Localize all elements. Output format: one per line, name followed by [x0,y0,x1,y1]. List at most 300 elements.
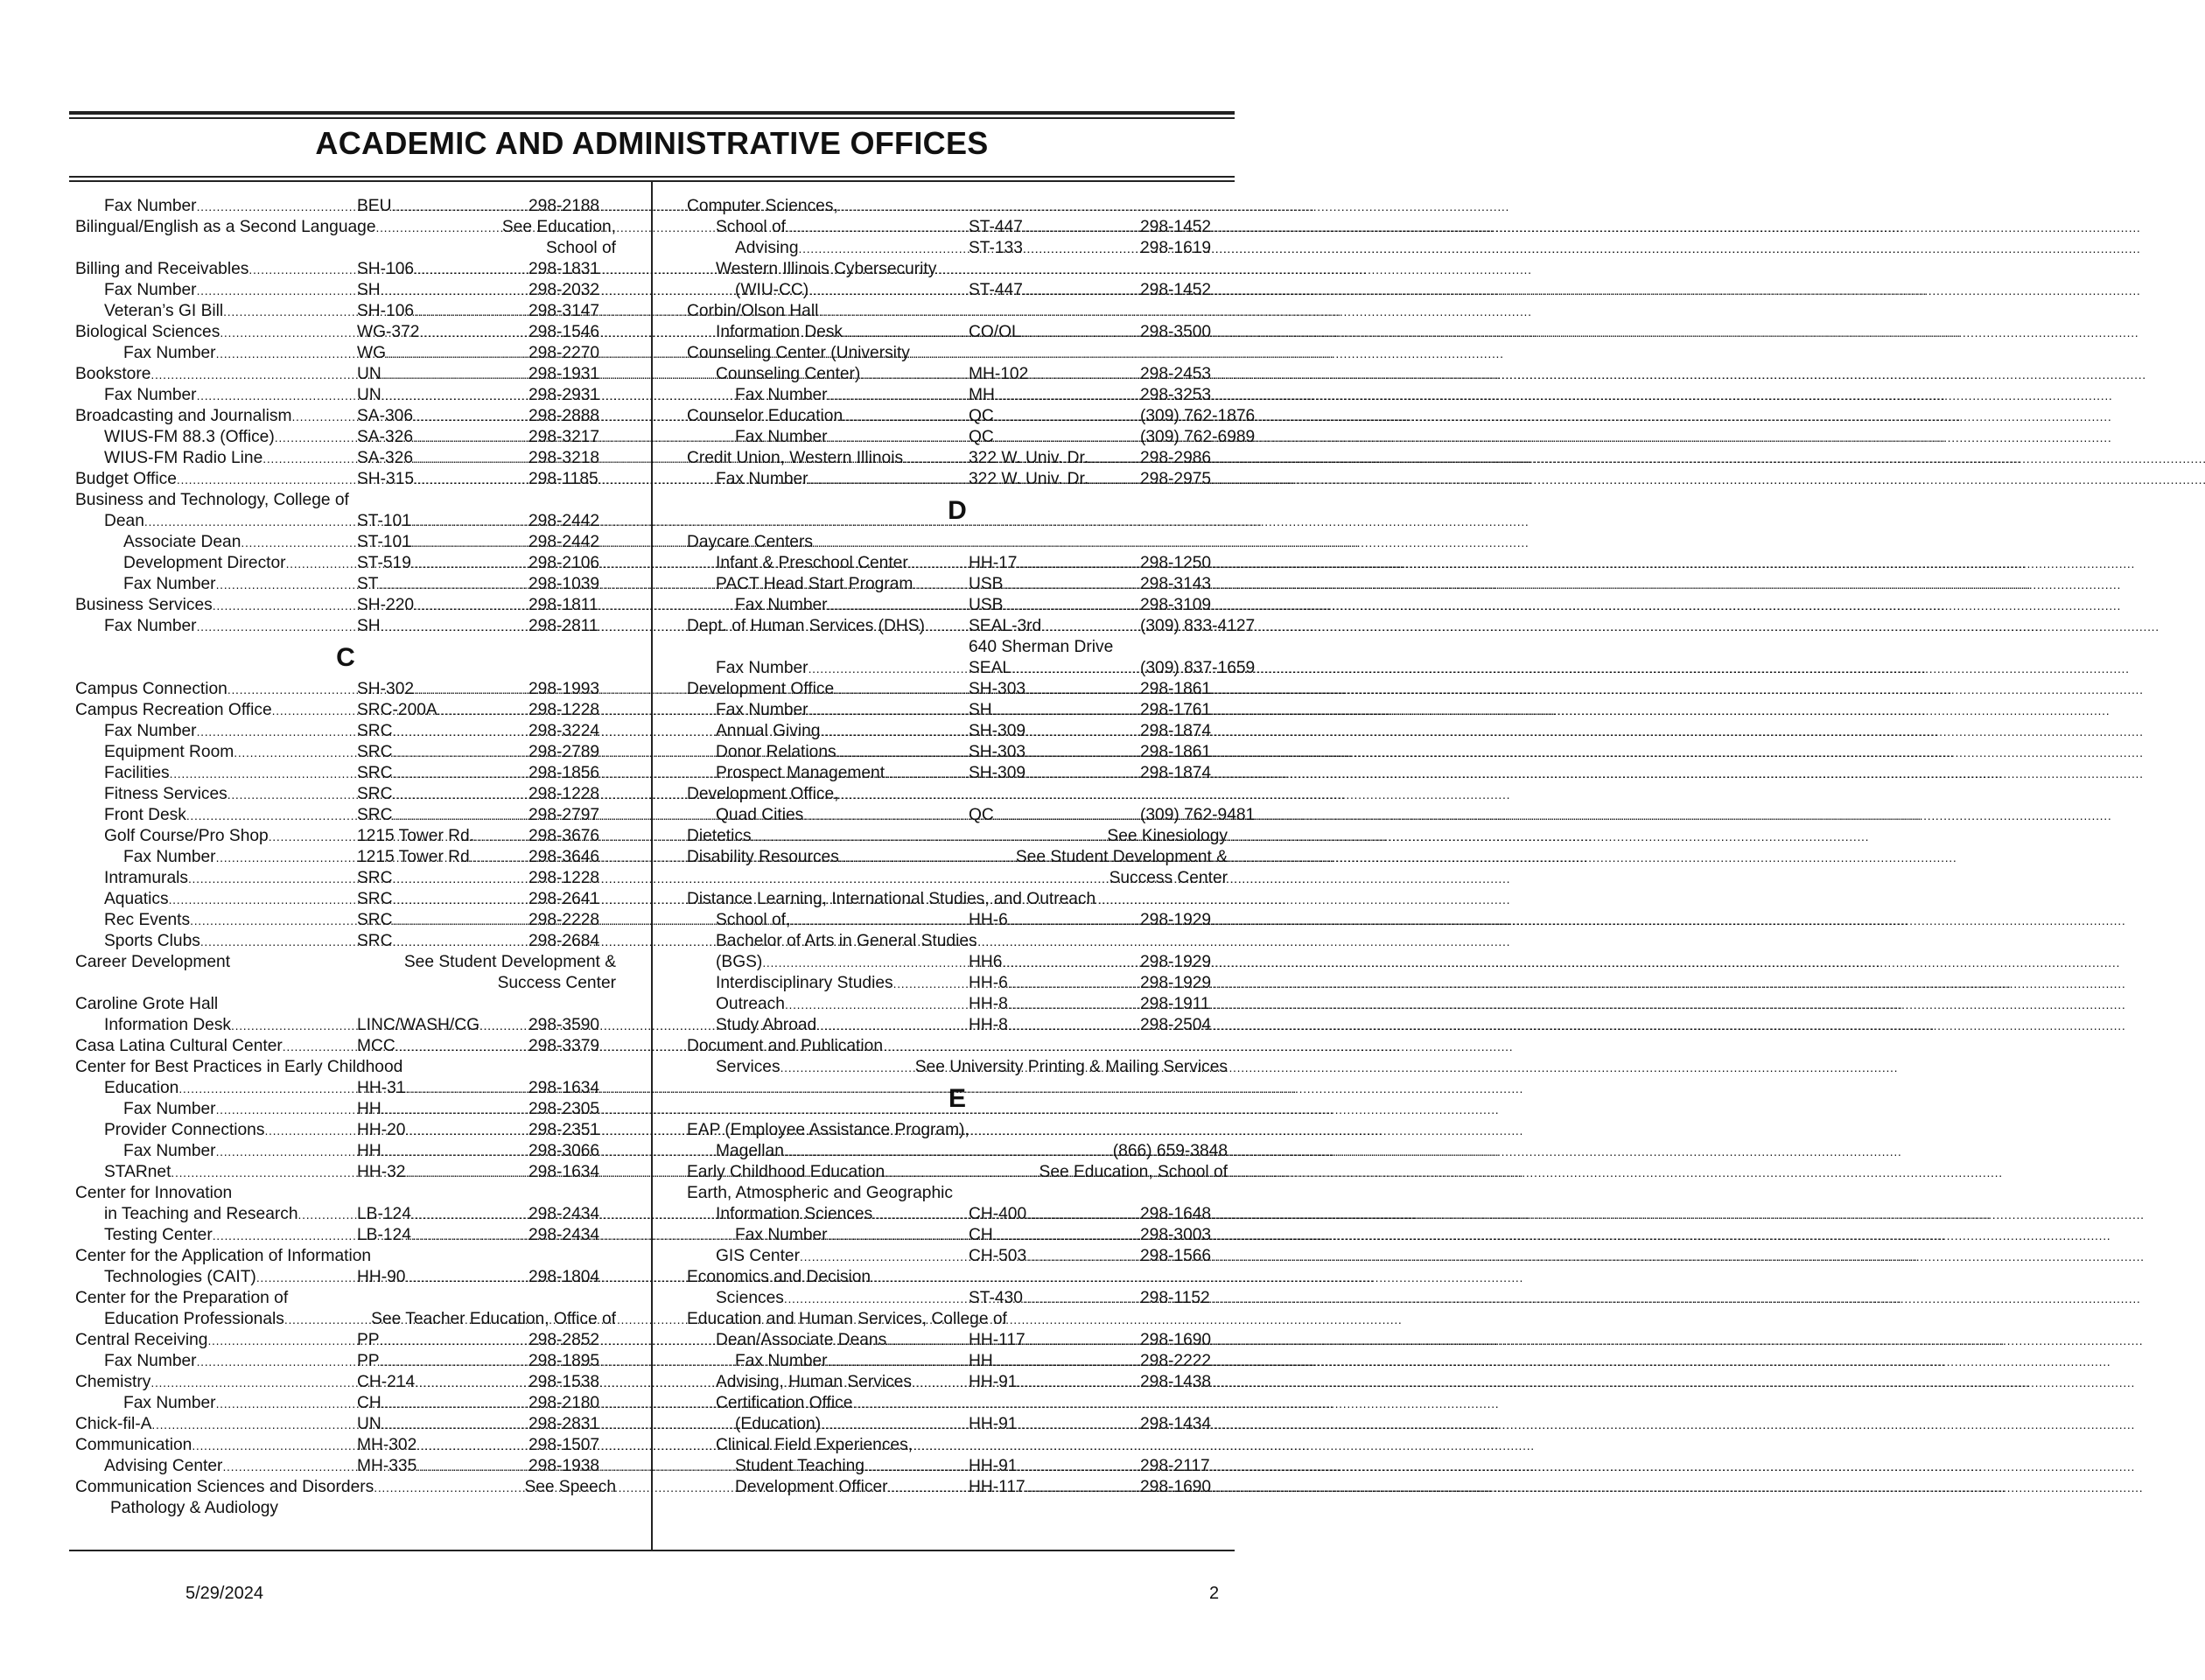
entry-name: Communication [75,1436,192,1454]
leader-dots [888,1477,969,1498]
name-cell [735,238,969,259]
entry-location: MH [969,386,995,404]
leader-dots [474,826,528,847]
directory-entry [75,784,616,805]
leader-dots [480,1015,528,1036]
location-cell [969,322,1140,343]
leader-dots [828,595,969,616]
leader-dots [291,406,357,427]
leader-dots [994,427,1140,448]
leader-dots [393,910,528,931]
directory-entry [75,1078,616,1099]
location-cell [969,973,1140,994]
name-cell [687,406,969,427]
entry-location: USB [969,596,1004,614]
leader-dots [908,553,969,574]
location-cell [357,1351,528,1372]
entry-phone: 298-1452 [1140,281,1212,299]
entry-location: MH-335 [357,1457,417,1475]
location-cell [357,1456,528,1477]
directory-entry [687,952,1228,973]
leader-dots [994,805,1140,826]
directory-entry [687,1183,1228,1204]
entry-location: CH-503 [969,1247,1027,1265]
entry-name: Business and Technology, College of [75,491,349,509]
entry-name: Intramurals [104,869,188,887]
location-cell [969,385,1140,406]
directory-entry [687,658,1256,679]
directory-entry [687,679,1228,700]
entry-location: HH-20 [357,1121,406,1139]
name-cell [75,1036,357,1057]
entry-phone: 298-1911 [1140,995,1210,1013]
leader-dots [816,1015,969,1036]
entry-location: SH-220 [357,596,415,614]
directory-entry [75,931,616,952]
directory-entry [687,1414,1228,1435]
name-cell [104,448,357,469]
entry-name: Development Office [687,680,835,698]
leader-dots [382,385,528,406]
entry-phone: 298-1874 [1140,722,1212,740]
entry-location: ST-101 [357,533,411,551]
name-cell [123,847,357,868]
name-cell [104,763,357,784]
entry-name: (BGS) [716,953,763,971]
entry-phone: 298-2032 [528,281,600,299]
leader-dots [786,217,969,238]
entry-location: SRC [357,869,393,887]
name-cell [716,1204,969,1225]
location-cell [357,1435,528,1456]
entry-name: Biological Sciences [75,323,220,341]
directory-entry [75,742,616,763]
entry-name: Career Development [75,953,231,971]
location-cell [357,469,528,490]
entry-location: HH [969,1352,993,1370]
leader-dots [784,1288,969,1309]
entry-phone: 298-3590 [528,1016,600,1034]
directory-entry [75,1477,616,1498]
leader-dots [213,1225,357,1246]
entry-name: Veteran’s GI Bill [104,302,224,320]
name-cell [104,889,357,910]
section-letter: D [948,496,967,525]
entry-name: Center for Innovation [75,1184,233,1202]
entry-location: MCC [357,1037,396,1055]
entry-name: Fax Number [716,659,808,677]
leader-dots [1003,574,1140,595]
directory-entry [75,217,616,238]
name-cell [123,1099,357,1120]
entry-location: 1215 Tower Rd. [357,827,475,845]
entry-name: School of [716,218,787,236]
directory-entry [75,1414,616,1435]
entry-name: Study Abroad [716,1016,817,1034]
leader-dots [275,427,357,448]
location-cell [969,658,1140,679]
entry-name: Broadcasting and Journalism [75,407,292,425]
entry-name: Campus Connection [75,680,228,698]
entry-name: Fax Number [735,1352,828,1370]
directory-entry [687,1288,1228,1309]
name-cell [104,511,357,532]
name-cell [716,1330,969,1351]
name-cell [687,448,969,469]
leader-dots [413,427,528,448]
entry-location: 1215 Tower Rd [357,848,470,866]
entry-phone: (309) 833-4127 [1140,617,1256,635]
leader-dots [222,1456,357,1477]
entry-phone: 298-3218 [528,449,600,467]
directory-entry [687,217,1228,238]
location-cell [357,721,528,742]
leader-dots [405,1120,528,1141]
leader-dots [414,679,528,700]
directory-entry [687,1351,1228,1372]
location-cell [357,1372,528,1393]
location-cell [357,574,528,595]
entry-name: Development Officer [735,1478,888,1496]
entry-location: SH [969,701,992,719]
entry-phone: 298-1861 [1140,680,1212,698]
leader-dots [216,1393,357,1414]
location-cell [969,721,1140,742]
entry-phone: 298-3500 [1140,323,1212,341]
name-cell [104,1078,357,1099]
leader-dots [785,994,969,1015]
entry-phone: 298-1228 [528,869,600,887]
entry-name: Quad Cities [716,806,804,824]
leader-dots [169,889,357,910]
entry-name: Bachelor of Arts in General Studies [716,932,977,950]
name-cell [123,343,357,364]
leader-dots [414,469,528,490]
leader-dots [207,1330,357,1351]
directory-entry [687,469,1228,490]
name-cell [104,196,357,217]
leader-dots [178,1078,357,1099]
leader-dots [415,1372,528,1393]
entry-phone: 298-2117 [1140,1457,1210,1475]
location-cell [357,1204,528,1225]
directory-entry [75,301,616,322]
name-cell [687,679,969,700]
leader-dots [828,1225,969,1246]
leader-dots [1002,952,1140,973]
leader-dots [1026,1330,1140,1351]
entry-reference: See Kinesiology [1107,827,1228,845]
location-cell [357,511,528,532]
directory-entry [687,1057,1228,1078]
entry-location: WG [357,344,387,362]
entry-reference: See Education, School of [1039,1163,1228,1181]
leader-dots [1017,1456,1140,1477]
directory-entry [75,532,616,553]
name-cell [735,1351,969,1372]
directory-entry [75,721,616,742]
location-cell [969,679,1140,700]
entry-location: HH-91 [969,1373,1018,1391]
leader-dots [1003,595,1140,616]
leader-dots [808,280,969,301]
directory-entry [687,721,1228,742]
entry-name: Caroline Grote Hall [75,995,219,1013]
leader-dots [216,574,357,595]
name-cell [75,469,357,490]
entry-location: MH-102 [969,365,1029,383]
directory-entry [687,805,1256,826]
location-cell [357,1393,528,1414]
leader-dots [382,1414,528,1435]
entry-name: Center for the Application of Information [75,1247,372,1265]
leader-dots [1023,238,1140,259]
entry-name: Golf Course/Pro Shop [104,827,269,845]
location-cell [357,931,528,952]
leader-dots [248,259,357,280]
entry-location: LINC/WASH/CG [357,1016,480,1034]
leader-dots [828,427,969,448]
name-cell [716,973,969,994]
entry-location: SH-106 [357,302,415,320]
entry-phone: 298-1438 [1140,1373,1212,1391]
name-cell [735,595,969,616]
name-cell [104,1351,357,1372]
entry-phone: 298-1856 [528,764,600,782]
location-cell [969,406,1140,427]
leader-dots [925,616,969,637]
directory-entry [687,742,1228,763]
directory-entry [75,364,616,385]
continuation-text: Pathology & Audiology [110,1499,279,1517]
leader-dots [393,868,528,889]
right-column [687,196,1256,1498]
entry-name: Information Sciences [716,1205,873,1223]
directory-entry [75,868,616,889]
leader-dots [216,1099,357,1120]
leader-dots [396,1036,528,1057]
entry-location: HH-91 [969,1457,1018,1475]
leader-dots [151,1414,357,1435]
entry-phone: (309) 837-1659 [1140,659,1256,677]
entry-name: Fax Number [123,575,216,593]
entry-name: Chemistry [75,1373,151,1391]
entry-phone: 298-1228 [528,701,600,719]
entry-name: Chick-fil-A [75,1415,152,1433]
directory-entry [75,427,616,448]
entry-location: HH-6 [969,974,1008,992]
directory-entry [75,574,616,595]
leader-dots [913,574,969,595]
name-cell [123,1393,357,1414]
entry-name: (Education) [735,1415,822,1433]
leader-dots [1026,721,1140,742]
directory-entry [687,763,1228,784]
name-cell [735,1456,969,1477]
location-cell [357,1267,528,1288]
entry-phone: 298-1566 [1140,1247,1212,1265]
entry-name: Education and Human Services, College of [687,1310,1007,1328]
name-cell [716,553,969,574]
leader-dots [808,469,969,490]
entry-location: SA-326 [357,428,413,446]
entry-location: SH-315 [357,470,415,488]
location-cell [357,1225,528,1246]
directory-entry [687,1120,1228,1141]
location-cell [357,532,528,553]
entry-location: SH-106 [357,260,415,278]
directory-entry [75,553,616,574]
entry-name: Testing Center [104,1226,213,1244]
location-cell [357,406,528,427]
name-cell [104,1456,357,1477]
leader-dots [752,826,1108,847]
leader-dots [382,1393,528,1414]
leader-dots [1026,1246,1140,1267]
name-cell [75,1372,357,1393]
directory-entry [687,364,1228,385]
leader-dots [885,763,969,784]
directory-entry [75,616,616,637]
location-cell [357,595,528,616]
entry-name: Advising [735,239,799,257]
entry-phone: (309) 762-1876 [1140,407,1256,425]
leader-dots [197,196,357,217]
entry-phone: 298-2270 [528,344,600,362]
entry-phone: 298-1185 [528,470,598,488]
leader-dots [283,1036,357,1057]
directory-entry [687,301,1228,322]
entry-phone: 298-2180 [528,1394,600,1412]
directory-entry [687,385,1228,406]
entry-name: Communication Sciences and Disorders [75,1478,374,1496]
entry-name: Fax Number [716,470,808,488]
entry-name: PACT Head Start Program [716,575,914,593]
leader-dots [171,1162,357,1183]
entry-name: Prospect Management [716,764,886,782]
name-cell [75,322,357,343]
location-cell [969,1204,1140,1225]
directory-entry [75,826,616,847]
entry-location: SRC [357,806,393,824]
entry-name: STARnet [104,1163,172,1181]
leader-dots [393,805,528,826]
leader-dots [1026,1204,1140,1225]
entry-phone: 298-1634 [528,1163,600,1181]
entry-name: Dean/Associate Deans [716,1331,887,1349]
entry-name: Fax Number [123,848,216,866]
entry-name: Distance Learning, International Studies, and Outreach [687,890,1096,908]
leader-dots [393,931,528,952]
entry-name: Development Director [123,554,286,572]
entry-name: Fax Number [104,197,197,215]
leader-dots [820,721,969,742]
location-cell [357,448,528,469]
leader-dots [790,910,969,931]
entry-phone: 298-1152 [1140,1289,1210,1307]
leader-dots [413,406,528,427]
directory-entry [75,1036,616,1057]
directory-entry [75,1204,616,1225]
directory-entry [75,1435,616,1456]
entry-location: SA-306 [357,407,413,425]
location-cell [357,343,528,364]
name-cell [75,700,357,721]
entry-reference: See University Printing & Mailing Services [914,1058,1228,1076]
leader-dots [912,1372,969,1393]
entry-phone: 298-1929 [1140,911,1212,929]
entry-name: School of, [716,911,791,929]
entry-name: Bilingual/English as a Second Language [75,218,376,236]
address-line: 640 Sherman Drive [969,638,1114,656]
entry-name: Education Professionals [104,1310,284,1328]
location-cell [969,1246,1140,1267]
leader-dots [1017,1414,1140,1435]
entry-name: Interdisciplinary Studies [716,974,893,992]
directory-entry [75,847,616,868]
leader-dots [893,973,969,994]
entry-name: Counseling Center (University [687,344,910,362]
location-cell [357,805,528,826]
entry-phone: 298-3646 [528,848,600,866]
directory-entry [75,1015,616,1036]
location-cell [357,910,528,931]
entry-name: Dean [104,512,144,530]
directory-entry [75,490,616,511]
directory-entry [75,322,616,343]
directory-entry [687,1246,1228,1267]
leader-dots [190,910,357,931]
location-cell [357,1078,528,1099]
entry-phone: 298-3109 [1140,596,1212,614]
leader-dots [864,1456,969,1477]
name-cell [716,574,969,595]
leader-dots [416,1456,528,1477]
directory-entry [75,763,616,784]
entry-phone: 298-1931 [528,365,600,383]
entry-location: HH-17 [969,554,1018,572]
location-cell [969,1414,1140,1435]
leader-dots [144,511,357,532]
directory-entry [687,343,1228,364]
leader-dots [1023,1288,1140,1309]
leader-dots [903,448,969,469]
footer-date: 5/29/2024 [186,1584,263,1603]
entry-name: Advising Center [104,1457,223,1475]
entry-name: Equipment Room [104,743,234,761]
name-cell [687,616,969,637]
entry-location: QC [969,407,994,425]
leader-dots [839,847,1016,868]
name-cell [735,1225,969,1246]
entry-phone: 298-1874 [1140,764,1212,782]
name-cell [123,574,357,595]
entry-phone: 298-3066 [528,1142,600,1160]
directory-entry [687,553,1228,574]
left-column [75,196,616,1519]
location-cell [357,742,528,763]
directory-entry [75,1120,616,1141]
leader-dots [1088,448,1140,469]
entry-location: 322 W. Univ. Dr. [969,470,1089,488]
entry-phone: 298-1761 [1140,701,1212,719]
name-cell [716,994,969,1015]
entry-location: SH [357,617,381,635]
location-cell [969,595,1140,616]
leader-dots [200,931,357,952]
name-cell [75,1330,357,1351]
entry-name: WIUS-FM 88.3 (Office) [104,428,275,446]
